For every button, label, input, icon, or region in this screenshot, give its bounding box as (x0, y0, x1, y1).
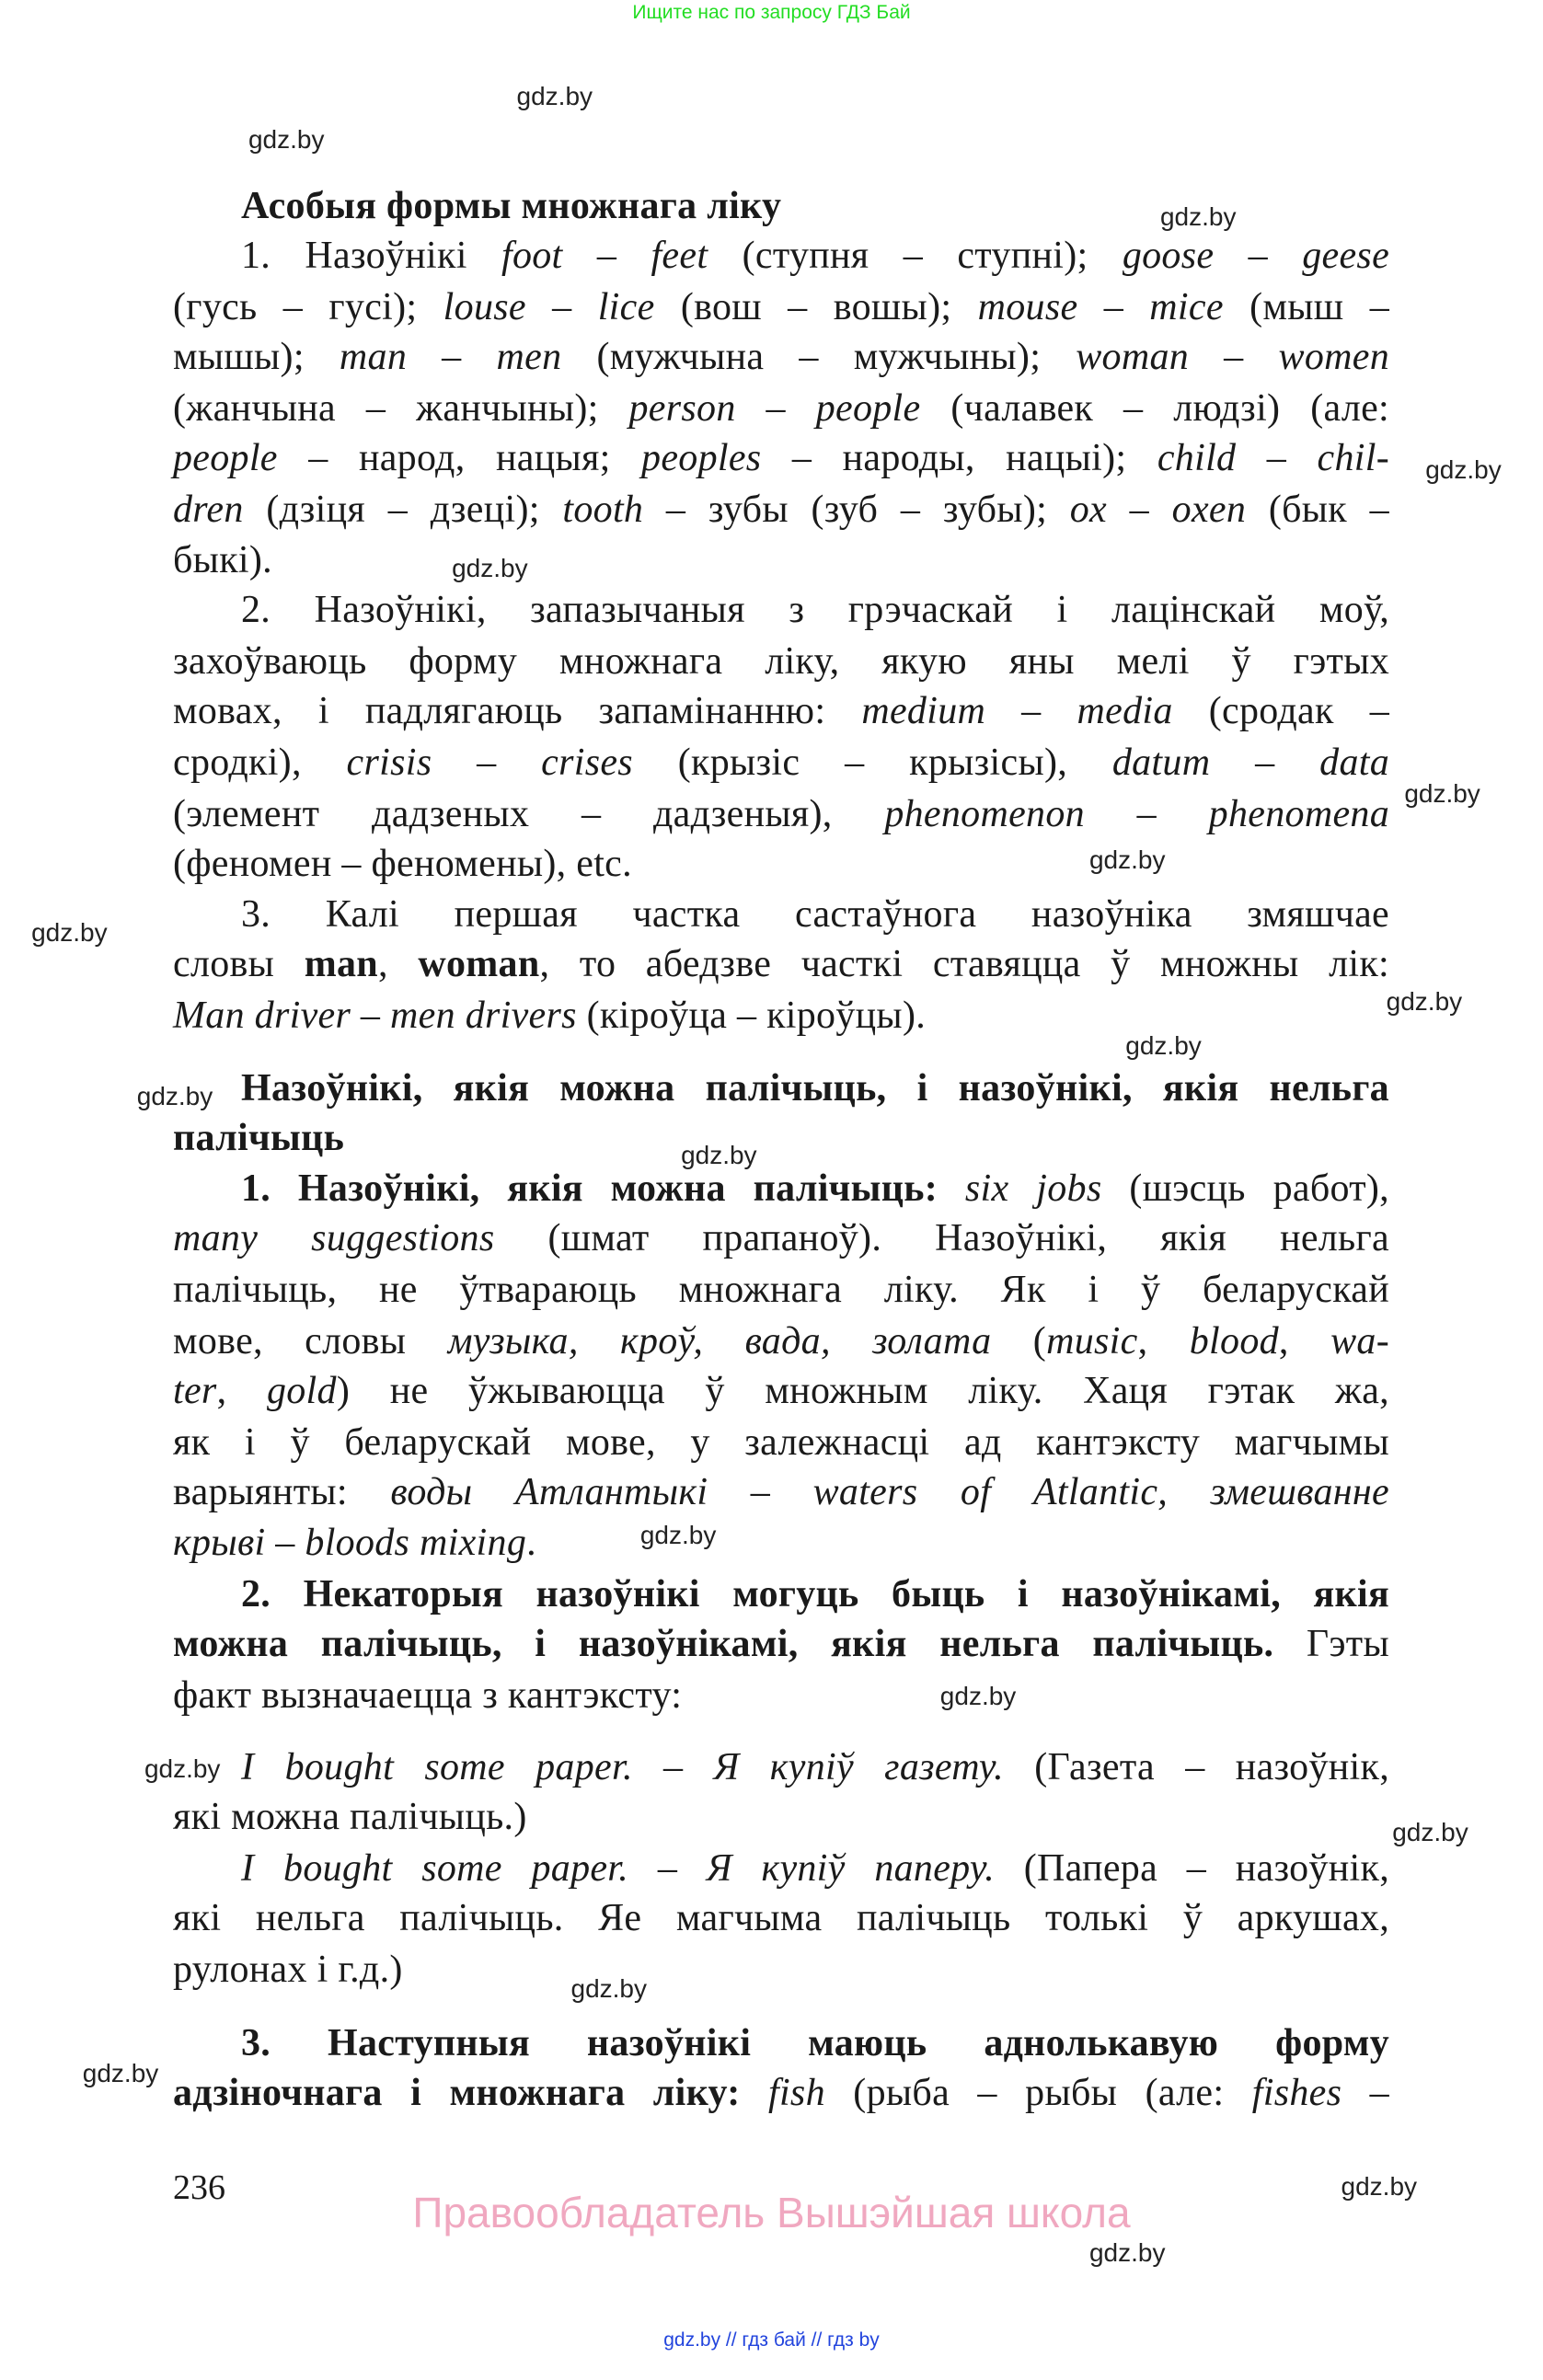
text: рулонах і г.д.) (173, 1948, 403, 1991)
text-line (173, 1365, 1389, 1417)
italic-text: peoples (641, 436, 762, 479)
text: мове, словы (173, 1319, 448, 1362)
text-line (241, 1163, 1389, 1214)
gdz-watermark: gdz.by (681, 1141, 757, 1170)
italic-text: fishes (1251, 2072, 1342, 2115)
text: 1. Назоўнікі (241, 235, 501, 278)
italic-text: blood (1189, 1319, 1279, 1362)
text-line (173, 1112, 1389, 1164)
text: – народ, нацыя; (277, 436, 642, 479)
gdz-watermark: gdz.by (1088, 845, 1166, 875)
text: , (1278, 1319, 1331, 1362)
text: (бык – (1246, 488, 1389, 531)
text-line (173, 1618, 1389, 1670)
italic-text: tooth (562, 488, 644, 531)
text: – (1341, 2072, 1389, 2115)
gdz-watermark: gdz.by (82, 2058, 159, 2087)
text: (дзіця – дзеці); (243, 488, 563, 531)
italic-text: people (173, 436, 278, 479)
page-number: 236 (173, 2168, 225, 2207)
italic-text: man – men (339, 336, 562, 379)
text-line (173, 383, 1389, 434)
italic-text: fish (767, 2072, 825, 2115)
text-line (173, 1466, 1389, 1518)
italic-text: medium – media (861, 690, 1173, 733)
gdz-watermark: gdz.by (1404, 779, 1480, 809)
text-line (173, 938, 1389, 990)
text: Гэты (1273, 1623, 1389, 1666)
text: (ступня – ступні); (708, 235, 1123, 278)
text: ) не ўжываюцца ў множным ліку. Хаця гэтак жа, (336, 1369, 1389, 1412)
text-line (241, 2018, 1389, 2069)
gdz-watermark: gdz.by (248, 125, 325, 155)
bold-text: можна палічыць, і назоўнікамі, якія нельга палічыць. (173, 1623, 1274, 1666)
text: (крызіс – крызісы), (632, 741, 1112, 784)
text-line (173, 788, 1389, 840)
text-line (241, 1843, 1389, 1894)
italic-text: woman – women (1076, 336, 1389, 379)
italic-text: музыка, кроў, вада, золата (447, 1319, 992, 1362)
text: (чалавек – людзі) (але: (920, 386, 1389, 430)
gdz-watermark: gdz.by (639, 1521, 717, 1550)
text-line (173, 838, 1389, 890)
text-line (173, 331, 1389, 383)
text-line (241, 1569, 1389, 1620)
text: , (1137, 1319, 1190, 1362)
bold-text: адзіночнага і множнага ліку: (173, 2072, 768, 2115)
text-line (173, 1316, 1389, 1367)
gdz-watermark: gdz.by (144, 1754, 221, 1783)
text-line (241, 889, 1389, 940)
text: . (526, 1522, 536, 1565)
text: які нельга палічыць. Яе магчыма палічыць толькі ў аркушах, (173, 1897, 1389, 1940)
gdz-watermark: gdz.by (516, 81, 593, 110)
text: захоўваюць форму множнага ліку, якую яны мелі ў гэтых (173, 640, 1389, 684)
italic-text: I bought some paper. – Я купіў паперу. (241, 1847, 996, 1891)
text: быкі). (173, 539, 272, 582)
text: факт вызначаецца з кантэксту: (173, 1673, 683, 1717)
bold-text: 2. Некаторыя назоўнікі могуць быць і назоўнікамі, якія (241, 1573, 1389, 1615)
text: , то абедзве часткі ставяцца ў множны лік: (539, 943, 1389, 986)
text-line (173, 535, 1389, 586)
text-line (173, 737, 1389, 788)
italic-text: many suggestions (173, 1217, 495, 1260)
italic-text: крыві – bloods mixing (173, 1522, 527, 1565)
bold-text: 3. Наступныя назоўнікі маюць аднолькавую форму (241, 2022, 1389, 2065)
text: (вош – вошы); (654, 286, 978, 329)
text: які можна палічыць.) (173, 1796, 527, 1839)
text: (рыба – рыбы (але: (824, 2072, 1252, 2115)
gdz-watermark: gdz.by (939, 1682, 1017, 1711)
gdz-watermark: gdz.by (452, 553, 528, 582)
italic-text: foot – feet (501, 235, 708, 278)
text-line (173, 1417, 1389, 1468)
text: варыянты: (173, 1470, 391, 1513)
gdz-watermark: gdz.by (1425, 455, 1502, 485)
text-line (241, 584, 1389, 636)
italic-text: I bought some paper. – Я купіў газету. (241, 1746, 1004, 1789)
bold-text: палічыць (173, 1116, 345, 1159)
text-line (241, 230, 1389, 282)
italic-text: ox – oxen (1069, 488, 1247, 531)
italic-text: воды Атлантыкі – waters of Atlantic, змешванне (390, 1470, 1389, 1513)
search-hint-banner: Ищите нас по запросу ГДЗ Бай (632, 2, 911, 23)
text: , (216, 1369, 267, 1412)
italic-text: dren (173, 488, 244, 531)
gdz-watermark: gdz.by (1341, 2171, 1418, 2201)
text-line (173, 484, 1389, 535)
text-line (173, 2067, 1389, 2119)
italic-text: louse – lice (443, 286, 655, 329)
text: (шмат прапаноў). Назоўнікі, якія нельга (494, 1217, 1389, 1260)
text: (Папера – назоўнік, (995, 1847, 1389, 1891)
text: – народы, нацыі); (761, 436, 1157, 479)
gdz-watermark: gdz.by (1125, 1030, 1202, 1060)
bold-text: woman (418, 943, 540, 986)
gdz-watermark: gdz.by (1159, 201, 1237, 231)
italic-text: crisis – crises (346, 741, 633, 784)
text: (феномен – феномены), etc. (173, 842, 632, 885)
italic-text: goose – geese (1122, 235, 1390, 278)
bold-text: Асобыя формы множнага ліку (241, 185, 782, 228)
gdz-watermark: gdz.by (1088, 2237, 1166, 2267)
text: (гусь – гусі); (173, 286, 443, 329)
italic-text: person – people (628, 386, 921, 430)
text: 3. Калі першая частка састаўнога назоўніка змяшчае (241, 893, 1389, 937)
text: , (377, 943, 419, 986)
gdz-watermark: gdz.by (1386, 987, 1463, 1017)
italic-text: phenomenon – phenomena (884, 792, 1389, 835)
italic-text: wa- (1330, 1319, 1390, 1362)
text-line (173, 1892, 1389, 1944)
bold-text: Назоўнікі, якія можна палічыць, і назоўнікі, якія нельга (241, 1066, 1389, 1110)
text-line (173, 1670, 1389, 1721)
text-line (241, 1742, 1389, 1793)
text: (кіроўца – кіроўцы). (576, 995, 927, 1037)
text: 2. Назоўнікі, запазычаныя з грэчаскай і лацінскай моў, (241, 589, 1389, 632)
rights-holder-notice: Правообладатель Вышэйшая школа (412, 2189, 1131, 2236)
italic-text: six jobs (964, 1167, 1102, 1211)
text-line (241, 1063, 1389, 1114)
text: (Газета – назоўнік, (1003, 1746, 1390, 1789)
text: мышы); (173, 336, 340, 379)
italic-text: child – chil- (1157, 436, 1389, 479)
italic-text: mouse – mice (977, 286, 1224, 329)
text-line (173, 282, 1389, 333)
text: (мыш – (1223, 286, 1389, 329)
text-line (173, 1517, 1389, 1569)
text: сродкі), (173, 741, 347, 784)
italic-text: datum – data (1111, 741, 1390, 784)
text-line (173, 1791, 1389, 1843)
text-line (173, 1264, 1389, 1316)
text-line (173, 990, 1389, 1041)
italic-text: Man driver – men drivers (173, 995, 577, 1037)
text: як і ў беларускай мове, у залежнасці ад кантэксту магчымы (173, 1420, 1389, 1464)
text: – зубы (зуб – зубы); (643, 488, 1070, 531)
text: (элемент дадзеных – дадзеныя), (173, 792, 885, 835)
gdz-watermark: gdz.by (570, 1974, 647, 2004)
text: (жанчына – жанчыны); (173, 386, 629, 430)
text-line (173, 432, 1389, 484)
text-line (173, 1213, 1389, 1264)
italic-text: music (1046, 1319, 1138, 1362)
text: мовах, і падлягаюць запамінанню: (173, 690, 862, 733)
gdz-watermark: gdz.by (31, 917, 108, 947)
text: (сродак – (1172, 690, 1389, 733)
gdz-watermark: gdz.by (136, 1082, 213, 1111)
text: (мужчына – мужчыны); (561, 336, 1077, 379)
text: (шэсць работ), (1101, 1167, 1389, 1211)
text: словы (173, 943, 305, 986)
text-line (173, 1944, 1389, 1995)
italic-text: gold (266, 1369, 337, 1412)
italic-text: ter (173, 1369, 217, 1412)
text-line (173, 636, 1389, 687)
text: ( (991, 1319, 1047, 1362)
bold-text: 1. Назоўнікі, якія можна палічыць: (241, 1167, 965, 1211)
bold-text: man (304, 943, 378, 986)
bottom-site-links[interactable]: gdz.by // гдз бай // гдз by (663, 2329, 880, 2351)
gdz-watermark: gdz.by (1392, 1817, 1468, 1846)
text: палічыць, не ўтвараюць множнага ліку. Як і ў беларускай (173, 1269, 1389, 1312)
text-line (173, 685, 1389, 737)
